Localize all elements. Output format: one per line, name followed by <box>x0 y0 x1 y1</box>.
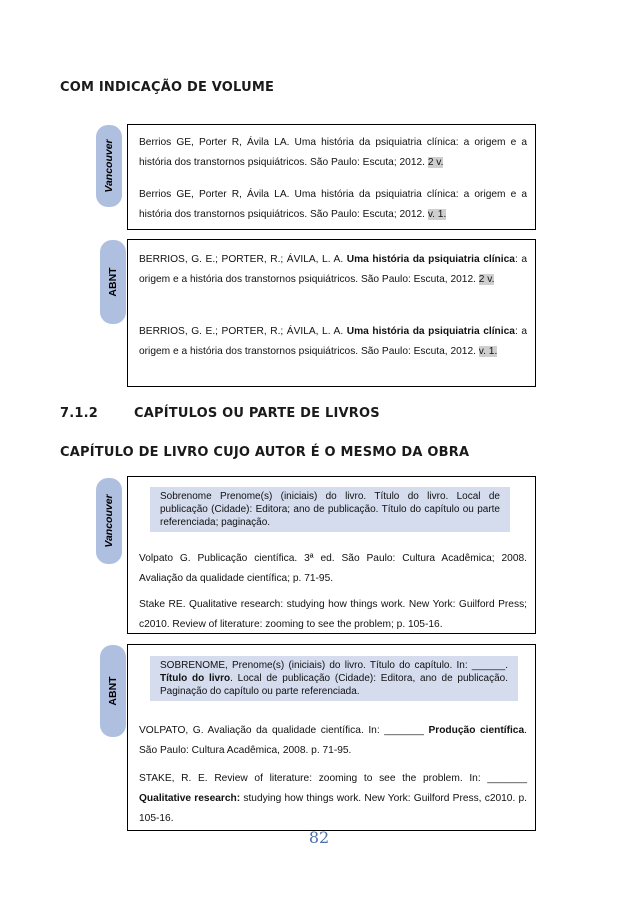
section-number: 7.1.2 <box>60 406 99 421</box>
chapter-abnt-box <box>127 644 536 831</box>
chapter-vancouver-ref-2: Stake RE. Qualitative research: studying how things work. New York: Guilford Press; c2010. Review of literature: zooming to see the problem; p. 105-16. <box>139 599 527 630</box>
vancouver-label: Vancouver <box>103 494 115 548</box>
vancouver-template: Sobrenome Prenome(s) (iniciais) do livro. Título do livro. Local de publicação (Cidade): Editora; ano de publicação. Título do capítulo ou parte referenciada; paginação. <box>150 487 510 532</box>
ref-rest: : a origem e a história dos transtornos psiquiátricos. São Paulo: Escuta, 2012. <box>139 326 527 357</box>
volume-highlight: v. 1. <box>427 209 447 220</box>
chapter-abnt-ref-1 <box>139 721 527 761</box>
volume-highlight: 2 v. <box>427 157 444 168</box>
volume-highlight: v. 1. <box>478 346 498 357</box>
ref-authors: BERRIOS, G. E.; PORTER, R.; ÁVILA, L. A. <box>139 254 347 265</box>
template-text: SOBRENOME, Prenome(s) (iniciais) do livro. Título do capítulo. In: ______. <box>160 660 508 671</box>
volume-vancouver-box <box>127 124 536 230</box>
template-text: . Local de publicação (Cidade): Editora, ano de publicação. Paginação do capítulo ou parte referenciada. <box>160 673 508 697</box>
ref-book-title: Produção científica <box>428 725 525 736</box>
abnt-label: ABNT <box>107 267 119 297</box>
section-heading <box>60 406 380 421</box>
ref-title: Uma história da psiquiatria clínica <box>346 326 515 337</box>
ref-text: . São Paulo: Cultura Acadêmica, 2008. p. 71-95. <box>139 725 527 756</box>
vancouver-tab <box>96 125 122 207</box>
volume-abnt-ref-1 <box>139 250 527 290</box>
ref-title: Uma história da psiquiatria clínica <box>346 254 515 265</box>
volume-highlight: 2 v. <box>478 274 495 285</box>
ref-book-title: Qualitative research: <box>139 793 241 804</box>
abnt-tab <box>100 240 126 324</box>
abnt-label: ABNT <box>107 676 119 706</box>
template-book-title: Título do livro <box>160 673 231 684</box>
ref-text: STAKE, R. E. Review of literature: zooming to see the problem. In: _______ <box>139 773 527 784</box>
ref-rest: : a origem e a história dos transtornos psiquiátricos. São Paulo: Escuta, 2012. <box>139 254 527 285</box>
abnt-tab <box>100 645 126 737</box>
section-title: CAPÍTULOS OU PARTE DE LIVROS <box>134 406 380 421</box>
ref-authors: BERRIOS, G. E.; PORTER, R.; ÁVILA, L. A. <box>139 326 347 337</box>
volume-abnt-box <box>127 239 536 387</box>
chapter-vancouver-box <box>127 476 536 634</box>
ref-text: Berrios GE, Porter R, Ávila LA. Uma história da psiquiatria clínica: a origem e a história dos transtornos psiquiátricos. São Paulo: Escuta; 2012. <box>139 189 527 220</box>
abnt-template <box>150 656 518 701</box>
volume-vancouver-ref-1 <box>139 133 527 173</box>
heading-chapter: CAPÍTULO DE LIVRO CUJO AUTOR É O MESMO DA OBRA <box>60 445 470 460</box>
page-number: 82 <box>308 828 330 847</box>
ref-text: Berrios GE, Porter R, Ávila LA. Uma história da psiquiatria clínica: a origem e a história dos transtornos psiquiátricos. São Paulo: Escuta; 2012. <box>139 137 527 168</box>
heading-volume: COM INDICAÇÃO DE VOLUME <box>60 80 275 95</box>
vancouver-label: Vancouver <box>103 139 115 193</box>
chapter-vancouver-ref-1: Volpato G. Publicação científica. 3ª ed. São Paulo: Cultura Acadêmica; 2008. Avaliação da qualidade científica; p. 71-95. <box>139 553 527 584</box>
chapter-abnt-ref-2 <box>139 769 527 829</box>
ref-text: VOLPATO, G. Avaliação da qualidade científica. In: _______ <box>139 725 429 736</box>
volume-vancouver-ref-2 <box>139 185 527 225</box>
vancouver-tab <box>96 478 122 564</box>
ref-text: studying how things work. New York: Guilford Press, c2010. p. 105-16. <box>139 793 528 824</box>
volume-abnt-ref-2 <box>139 322 527 362</box>
